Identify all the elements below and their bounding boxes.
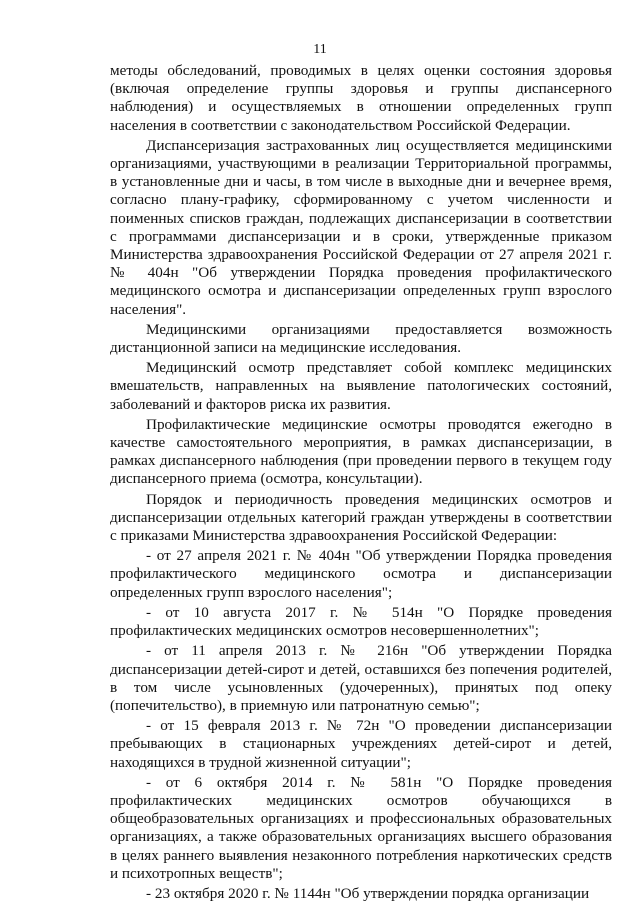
- document-body: [110, 62, 612, 905]
- paragraph: Профилактические медицинские осмотры проводятся ежегодно в качестве самостоятельного мероприятия, в рамках диспансеризации, в рамках диспансерного наблюдения (при проведении первого в текущем году диспансерного приема (осмотра, консультации).: [110, 415, 612, 488]
- list-item: - от 6 октября 2014 г. № 581н "О Порядке проведения профилактических медицинских осмотров обучающихся в общеобразовательных организациях и профессиональных образовательных организациях, а также образовательных организациях высшего образования в целях раннего выявления незаконного потребления наркотических средств и психотропных веществ";: [110, 773, 612, 882]
- paragraph: методы обследований, проводимых в целях оценки состояния здоровья (включая определение группы здоровья и группы диспансерного наблюдения) и осуществляемых в отношении определенных групп населения в соответствии с законодательством Российской Федерации.: [110, 62, 612, 134]
- paragraph: Медицинскими организациями предоставляется возможность дистанционной записи на медицинские исследования.: [110, 320, 612, 357]
- page-number: 11: [313, 42, 327, 57]
- paragraph: Медицинский осмотр представляет собой комплекс медицинских вмешательств, направленных на выявление патологических состояний, заболеваний и факторов риска их развития.: [110, 359, 612, 413]
- paragraph: Порядок и периодичность проведения медицинских осмотров и диспансеризации отдельных категорий граждан утверждены в соответствии с приказами Министерства здравоохранения Российской Федерации:: [110, 490, 612, 545]
- list-item: - от 27 апреля 2021 г. № 404н "Об утверждении Порядка проведения профилактического медицинского осмотра и диспансеризации определенных групп взрослого населения";: [110, 547, 612, 601]
- list-item: - от 11 апреля 2013 г. № 216н "Об утверждении Порядка диспансеризации детей-сирот и детей, оставшихся без попечения родителей, в том числе усыновленных (удочеренных), принятых под опеку (попечительство), в приемную или патронатную семью";: [110, 642, 612, 714]
- list-item: - 23 октября 2020 г. № 1144н "Об утверждении порядка организации: [146, 884, 590, 902]
- list-item: - от 10 августа 2017 г. № 514н "О Порядке проведения профилактических медицинских осмотров несовершеннолетних";: [110, 603, 612, 640]
- paragraph: Диспансеризация застрахованных лиц осуществляется медицинскими организациями, участвующими в реализации Территориальной программы, в установленные дни и часы, в том числе в выходные дни и вечернее время, согласно плану-графику, сформированному с учетом численности и поименных списков граждан, подлежащих диспансеризации в соответствии с программами диспансеризации и в сроки, утвержденные приказом Министерства здравоохранения Российской Федерации от 27 апреля 2021 г. № 404н "Об утверждении Порядка проведения профилактического медицинского осмотра и диспансеризации определенных групп взрослого населения".: [110, 136, 612, 318]
- list-item: - от 15 февраля 2013 г. № 72н "О проведении диспансеризации пребывающих в стационарных учреждениях детей-сирот и детей, находящихся в трудной жизненной ситуации";: [110, 717, 612, 771]
